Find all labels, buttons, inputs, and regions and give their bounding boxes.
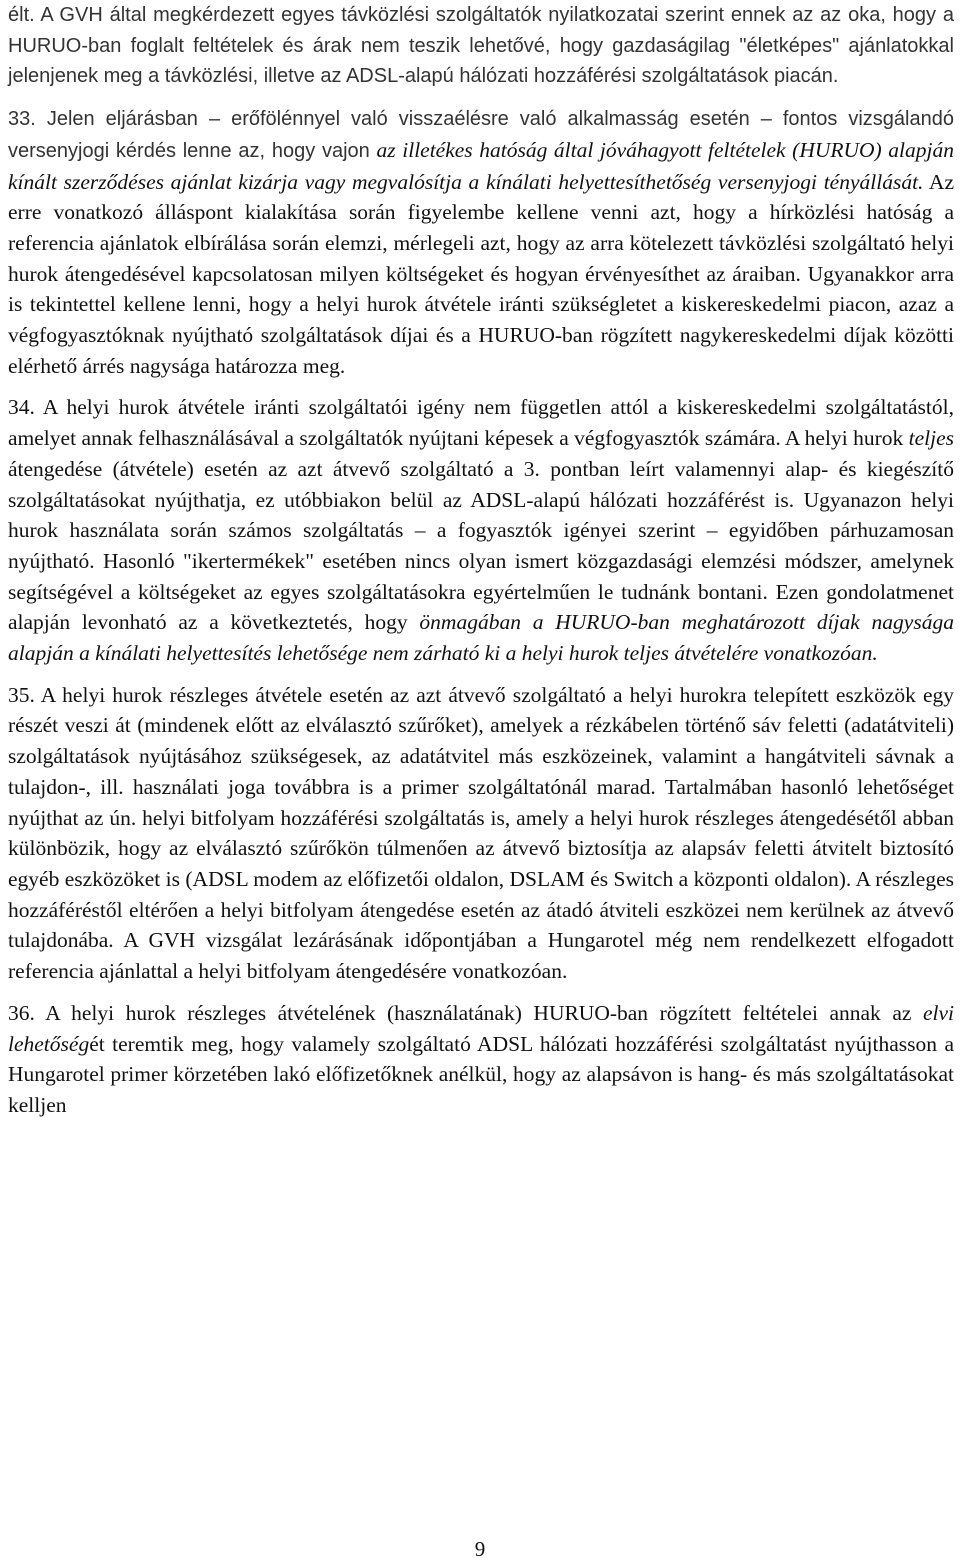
paragraph-text: A helyi hurok átvétele iránti szolgáltatói igény nem független attól a kiskereskedelmi szolgáltatástól, amelyet annak felhasználásával a szolgáltatók nyújtani képesek a végfogyasztók számára. A helyi hurok	[8, 395, 954, 451]
paragraph-number: 36.	[8, 1000, 35, 1025]
paragraph-text: Jelen eljárásban – erőfölénnyel való visszaélésre való alkalmasság esetén – fontos vizsgálandó versenyjogi kérdés lenne az, hogy vajon	[8, 108, 954, 162]
paragraph-text: A helyi hurok részleges átvételének (használatának) HURUO-ban rögzített feltételei annak az	[34, 1000, 923, 1025]
paragraph-32-continuation	[8, 0, 954, 92]
paragraph-36	[8, 998, 954, 1121]
paragraph-number: 33.	[8, 108, 36, 131]
paragraph-number: 34.	[8, 395, 35, 420]
italic-emphasis: az illetékes hatóság által jóváhagyott feltételek (HURUO) alapján kínált szerződéses ajánlat kizárja vagy megvalósítja a kínálati helyettesíthetőség versenyjogi tényállását.	[8, 137, 954, 194]
paragraph-text: élt. A GVH által megkérdezett egyes távközlési szolgáltatók nyilatkozatai szerint ennek az az oka, hogy a HURUO-ban foglalt feltételek és árak nem teszik lehetővé, hogy gazdaságilag "életképes" ajánlatokkal jelenjenek meg a távközlési, illetve az ADSL-alapú hálózati hozzáférési szolgáltatások piacán.	[8, 4, 954, 88]
paragraph-34	[8, 392, 954, 668]
paragraph-text: Az erre vonatkozó álláspont kialakítása során figyelembe kellene venni azt, hogy a hírközlési hatóság a referencia ajánlatok elbírálása során elemzi, mérlegeli azt, hogy az arra kötelezett távközlési szolgáltató helyi hurok átengedésével kapcsolatosan milyen költségeket és hogyan érvényesíthet az áraiban. Ugyanakkor arra is tekintettel kellene lenni, hogy a helyi hurok átvétele iránti szükségletet a kiskereskedelmi piacon, azaz a végfogyasztóknak nyújtható szolgáltatások díjai és a HURUO-ban rögzített nagykereskedelmi díjak közötti elérhető árrés nagysága határozza meg.	[8, 169, 954, 378]
paragraph-number: 35.	[8, 682, 35, 707]
italic-emphasis: önmagában a HURUO-ban meghatározott díjak nagysága alapján a kínálati helyettesítés lehetősége nem zárható ki a helyi hurok teljes átvételére vonatkozóan.	[8, 610, 954, 666]
paragraph-text: átengedése (átvétele) esetén az azt átvevő szolgáltató a 3. pontban leírt valamennyi alap- és kiegészítő szolgáltatásokat nyújthatja, ez utóbbiakon belül az ADSL-alapú hálózati hozzáférést is. Ugyanazon helyi hurok használata során számos szolgáltatás – a fogyasztók igényei szerint – egyidőben párhuzamosan nyújtható. Hasonló "ikertermékek" esetében nincs olyan ismert közgazdasági elemzési módszer, amelynek segítségével a költségeket az egyes szolgáltatásokra egyértelműen le tudnánk bontani. Ezen gondolatmenet alapján levonható az a következtetés, hogy	[8, 456, 954, 635]
italic-emphasis: teljes	[908, 426, 954, 451]
paragraph-text: ét teremtik meg, hogy valamely szolgáltató ADSL hálózati hozzáférési szolgáltatást nyújthasson a Hungarotel primer körzetében lakó előfizetőknek anélkül, hogy az alapsávon is hang- és más szolgáltatásokat kelljen	[8, 1031, 954, 1117]
italic-emphasis: elvi lehetőség	[8, 1000, 954, 1056]
paragraph-text: A helyi hurok részleges átvétele esetén az azt átvevő szolgáltató a helyi hurokra telepített eszközök egy részét veszi át (mindenek előtt az elválasztó szűrőket), amelyek a rézkábelen történő sáv feletti (adatátviteli) szolgáltatások nyújtásához szükségesek, az adatátvitel más eszközeinek, valamint a hangátviteli sávnak a tulajdon-, ill. használati joga továbbra is a primer szolgáltatónál marad. Tartalmában hasonló lehetőséget nyújthat az ún. helyi bitfolyam hozzáférési szolgáltatás is, amely a helyi hurok részleges átengedésétől abban különbözik, hogy az elválasztó szűrőkön túlmenően az átvevő biztosítja az alapsáv feletti átvitelt biztosító egyéb eszközöket is (ADSL modem az előfizetői oldalon, DSLAM és Switch a központi oldalon). A részleges hozzáféréstől eltérően a helyi bitfolyam átengedése esetén az átadó átviteli eszközei nem kerülnek az átvevő tulajdonába. A GVH vizsgálat lezárásának időpontjában a Hungarotel még nem rendelkezett elfogadott referencia ajánlattal a helyi bitfolyam átengedésére vonatkozóan.	[8, 682, 954, 984]
paragraph-33	[8, 103, 954, 381]
document-page	[8, 0, 954, 1132]
paragraph-35	[8, 680, 954, 987]
page-number: 9	[474, 1537, 486, 1561]
